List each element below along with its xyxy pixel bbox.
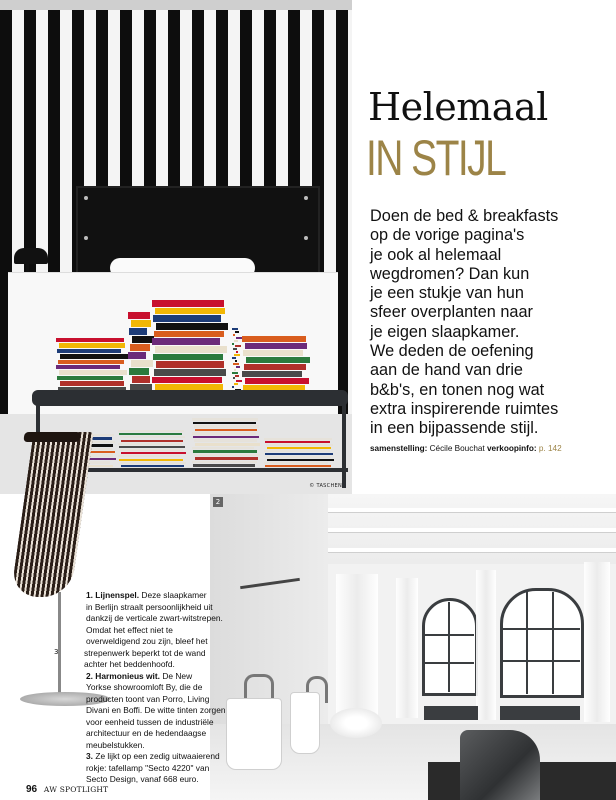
title-line-1: Helemaal bbox=[368, 85, 548, 129]
bench-leg bbox=[342, 404, 346, 488]
book bbox=[192, 461, 257, 464]
caption-1-heading: 1. Lijnenspel. bbox=[86, 590, 140, 600]
wall-lamp bbox=[14, 248, 48, 264]
book bbox=[243, 350, 303, 356]
caption-2-line: voor eenheid tussen de industriële bbox=[86, 716, 214, 727]
book bbox=[267, 459, 334, 461]
credits-label-composition: samenstelling: bbox=[370, 444, 428, 453]
book bbox=[264, 450, 330, 452]
window-mullion bbox=[502, 628, 580, 630]
book bbox=[129, 368, 149, 375]
book bbox=[236, 366, 240, 368]
caption-2-line: producten toont van Porro, Living bbox=[86, 693, 210, 704]
intro-line: extra inspirerende ruimtes bbox=[370, 399, 559, 418]
book bbox=[153, 315, 221, 322]
headboard-rivet bbox=[304, 236, 308, 240]
book bbox=[246, 357, 310, 363]
intro-line: wegdromen? Dan kun bbox=[370, 264, 530, 283]
lamp-number: 3 bbox=[54, 648, 59, 656]
book bbox=[233, 363, 239, 365]
page-number: 96 bbox=[26, 784, 38, 795]
book bbox=[58, 360, 124, 364]
book bbox=[59, 370, 127, 374]
headboard-rivet bbox=[84, 236, 88, 240]
caption-2-line: Yorkse showroomloft By, die de bbox=[86, 682, 203, 692]
book bbox=[156, 323, 228, 330]
book bbox=[121, 465, 184, 467]
book bbox=[57, 349, 121, 353]
book bbox=[267, 447, 331, 449]
credits-line bbox=[370, 444, 562, 453]
intro-text bbox=[370, 207, 610, 439]
caption-1-line: achter het beddenhoofd. bbox=[84, 659, 175, 669]
freestanding-basin bbox=[290, 692, 320, 754]
book bbox=[232, 357, 236, 359]
book bbox=[128, 352, 146, 359]
caption-2-line: De New bbox=[160, 670, 193, 681]
sheer-curtain bbox=[396, 578, 418, 718]
bed-throw bbox=[460, 730, 540, 800]
window-mullion bbox=[526, 592, 528, 694]
lamp-shade-rim bbox=[23, 432, 80, 442]
intro-line: op de vorige pagina's bbox=[370, 226, 525, 245]
book bbox=[265, 465, 331, 467]
radiator bbox=[500, 706, 580, 720]
book bbox=[193, 422, 256, 425]
intro-line: je een stukje van hun bbox=[370, 284, 524, 303]
book bbox=[235, 375, 239, 377]
lamp-shade bbox=[10, 432, 93, 597]
book bbox=[245, 343, 307, 349]
caption-3-line: Secto Design, vanaf 668 euro. bbox=[86, 774, 199, 784]
book bbox=[155, 346, 227, 353]
book bbox=[118, 430, 184, 432]
photo-number-badge: 2 bbox=[213, 497, 223, 507]
book bbox=[242, 371, 302, 377]
radiator bbox=[424, 706, 478, 720]
book bbox=[154, 331, 224, 338]
book bbox=[234, 369, 236, 371]
intro-line: Doen de bed & breakfasts bbox=[370, 207, 559, 225]
book bbox=[236, 351, 238, 353]
book bbox=[59, 343, 125, 347]
book bbox=[56, 338, 124, 342]
book bbox=[232, 343, 234, 345]
book bbox=[131, 360, 153, 367]
caption-2-heading: 2. Harmonieus wit. bbox=[86, 670, 160, 681]
book bbox=[153, 354, 223, 361]
book bbox=[235, 345, 241, 347]
caption-2-line: architectuur en de hedendaagse bbox=[86, 728, 207, 738]
book bbox=[121, 452, 186, 454]
title-line-2: IN STIJL bbox=[366, 130, 506, 186]
intro-line: je ook al helemaal bbox=[370, 245, 502, 264]
bedroom-photo-striped-wall bbox=[0, 0, 352, 494]
caption-1-line: strepenwerk beperkt tot de wand bbox=[84, 647, 206, 658]
book bbox=[118, 455, 180, 457]
lamp-stem bbox=[58, 592, 61, 698]
sheer-curtain bbox=[476, 570, 496, 720]
book bbox=[152, 377, 222, 384]
ceiling-strip bbox=[0, 0, 352, 10]
bench-top bbox=[32, 390, 348, 406]
caption-3-line: rokje: tafellamp "Secto 4220" van bbox=[86, 762, 210, 773]
intro-line: sfeer overplanten naar bbox=[370, 303, 533, 322]
book bbox=[119, 459, 183, 461]
book bbox=[132, 376, 150, 383]
book bbox=[234, 340, 238, 342]
book bbox=[265, 453, 333, 455]
book bbox=[235, 331, 239, 333]
book bbox=[195, 429, 257, 432]
book bbox=[234, 354, 240, 356]
book bbox=[193, 450, 257, 453]
arched-window bbox=[500, 588, 584, 698]
book bbox=[264, 438, 332, 440]
book bbox=[195, 443, 260, 446]
intro-line: b&b's, en tonen nog wat bbox=[370, 380, 545, 399]
book bbox=[193, 436, 259, 439]
credits-page-ref: p. 142 bbox=[538, 444, 562, 453]
caption-2-line: meubelstukken. bbox=[86, 739, 145, 750]
magazine-section: AW SPOTLIGHT bbox=[43, 785, 109, 794]
window-mullion bbox=[448, 602, 450, 692]
book bbox=[235, 360, 237, 362]
white-pouf bbox=[330, 708, 382, 738]
book bbox=[242, 336, 306, 342]
book bbox=[128, 312, 150, 319]
book bbox=[132, 336, 154, 343]
window-mullion bbox=[552, 592, 554, 694]
caption-2-line: Divani en Boffi. De witte tinten zorgen bbox=[86, 705, 226, 715]
window-mullion bbox=[424, 662, 474, 664]
book bbox=[120, 462, 186, 464]
caption-1-line: overweldigend zou zijn, bleef het bbox=[86, 636, 208, 646]
credits-author: Cécile Bouchat bbox=[429, 444, 485, 453]
book bbox=[120, 449, 183, 451]
book bbox=[129, 328, 147, 335]
intro-line: je eigen slaapkamer. bbox=[370, 322, 520, 341]
book bbox=[155, 308, 225, 315]
freestanding-tub bbox=[226, 698, 282, 770]
arched-window bbox=[422, 598, 478, 696]
intro-line: aan de hand van drie bbox=[370, 361, 523, 380]
caption-3-heading: 3. bbox=[86, 751, 93, 761]
book bbox=[195, 457, 258, 460]
intro-line: in een bijpassende stijl. bbox=[370, 419, 539, 438]
caption-1-line: Deze slaapkamer bbox=[139, 590, 207, 600]
book bbox=[234, 383, 238, 385]
book bbox=[118, 443, 182, 445]
book bbox=[130, 344, 150, 351]
page-footer bbox=[26, 784, 108, 795]
book bbox=[264, 462, 328, 464]
book bbox=[60, 354, 128, 358]
book bbox=[154, 369, 226, 376]
book bbox=[244, 364, 306, 370]
credits-label-sales: verkoopinfo: bbox=[486, 444, 537, 453]
book bbox=[232, 372, 238, 374]
book bbox=[236, 380, 242, 382]
book bbox=[120, 436, 185, 438]
book bbox=[232, 328, 238, 330]
book bbox=[233, 348, 237, 350]
book bbox=[265, 441, 330, 443]
book bbox=[131, 320, 151, 327]
sheer-curtain bbox=[584, 562, 610, 722]
book bbox=[121, 440, 183, 442]
book bbox=[232, 386, 234, 388]
book bbox=[192, 432, 256, 435]
book bbox=[192, 447, 254, 450]
book bbox=[245, 378, 309, 384]
window-mullion bbox=[502, 660, 580, 662]
book bbox=[192, 418, 258, 421]
book bbox=[194, 425, 259, 428]
caption-1-line: in Berlijn straalt persoonlijkheid uit bbox=[86, 601, 213, 612]
book bbox=[57, 376, 123, 380]
book bbox=[266, 456, 331, 458]
book bbox=[152, 300, 224, 307]
caption-1-line: dankzij de verticale zwart-witstrepen. bbox=[86, 613, 223, 623]
book bbox=[194, 439, 257, 442]
book bbox=[56, 365, 120, 369]
loft-photo bbox=[210, 494, 616, 800]
book bbox=[233, 334, 235, 336]
headboard-rivet bbox=[84, 196, 88, 200]
book bbox=[233, 377, 235, 379]
book bbox=[194, 454, 260, 457]
book bbox=[193, 464, 255, 467]
caption-1-line: Omdat het effect niet te bbox=[86, 624, 173, 635]
intro-line: We deden de oefening bbox=[370, 342, 534, 361]
book bbox=[266, 444, 333, 446]
book bbox=[119, 433, 182, 435]
book bbox=[60, 381, 124, 385]
book bbox=[119, 446, 185, 448]
caption-3-line: Ze lijkt op een zedig uitwaaierend bbox=[93, 751, 220, 761]
photo-credit: © TASCHEN bbox=[309, 483, 342, 489]
sheer-curtain bbox=[336, 574, 378, 724]
book bbox=[152, 338, 220, 345]
book bbox=[156, 361, 224, 368]
window-mullion bbox=[424, 634, 474, 636]
headboard-rivet bbox=[304, 196, 308, 200]
